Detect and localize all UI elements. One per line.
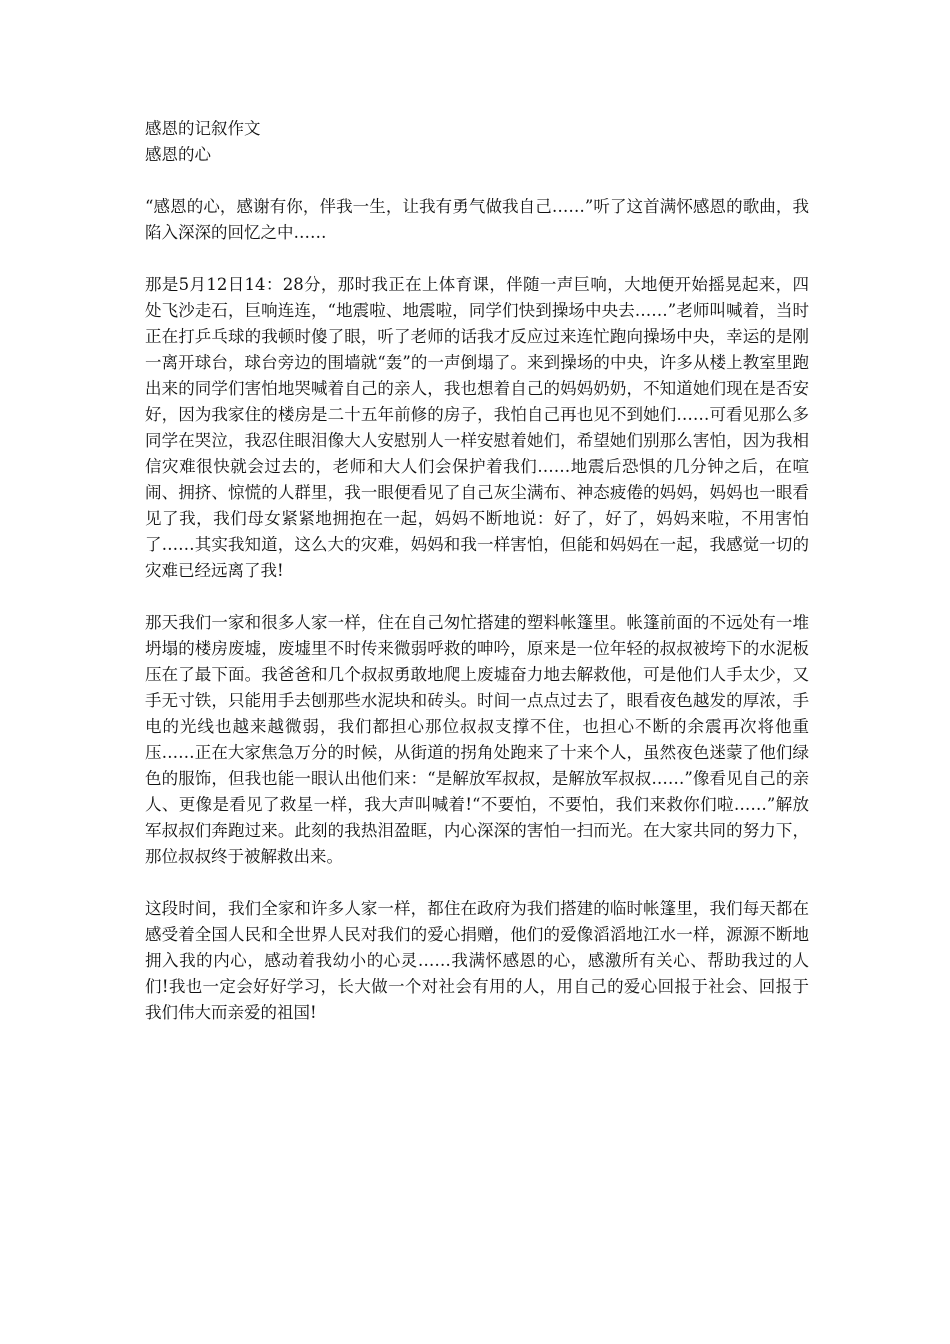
paragraph-2: 那是5月12日14：28分，那时我正在上体育课，伴随一声巨响，大地便开始摇晃起来，四处飞沙走石，巨响连连，“地震啦、地震啦，同学们快到操场中央去……”老师叫喊着，当时正在打乒乓球的我顿时傻了眼，听了老师的话我才反应过来连忙跑向操场中央，幸运的是刚一离开球台，球台旁边的围墙就“轰”的一声倒塌了。来到操场的中央，许多从楼上教室里跑出来的同学们害怕地哭喊着自己的亲人，我也想着自己的妈妈奶奶，不知道她们现在是否安好，因为我家住的楼房是二十五年前修的房子，我怕自己再也见不到她们……可看见那么多同学在哭泣，我忍住眼泪像大人安慰别人一样安慰着她们，希望她们别那么害怕，因为我相信灾难很快就会过去的，老师和大人们会保护着我们……地震后恐惧的几分钟之后，在喧闹、拥挤、惊慌的人群里，我一眼便看见了自己灰尘满布、神态疲倦的妈妈，妈妈也一眼看见了我，我们母女紧紧地拥抱在一起，妈妈不断地说：好了，好了，妈妈来啦，不用害怕了……其实我知道，这么大的灾难，妈妈和我一样害怕，但能和妈妈在一起，我感觉一切的灾难已经远离了我! [145,275,809,580]
document-body [145,116,809,1026]
document-title: 感恩的记叙作文 [145,119,261,138]
paragraph-3: 那天我们一家和很多人家一样，住在自己匆忙搭建的塑料帐篷里。帐篷前面的不远处有一堆坍塌的楼房废墟，废墟里不时传来微弱呼救的呻吟，原来是一位年轻的叔叔被垮下的水泥板压在了最下面。我爸爸和几个叔叔勇敢地爬上废墟奋力地去解救他，可是他们人手太少，又手无寸铁，只能用手去刨那些水泥块和砖头。时间一点点过去了，眼看夜色越发的厚浓，手电的光线也越来越微弱，我们都担心那位叔叔支撑不住，也担心不断的余震再次将他重压……正在大家焦急万分的时候，从街道的拐角处跑来了十来个人，虽然夜色迷蒙了他们绿色的服饰，但我也能一眼认出他们来：“是解放军叔叔，是解放军叔叔……”像看见自己的亲人、更像是看见了救星一样，我大声叫喊着!“不要怕，不要怕，我们来救你们啦……”解放军叔叔们奔跑过来。此刻的我热泪盈眶，内心深深的害怕一扫而光。在大家共同的努力下，那位叔叔终于被解救出来。 [145,613,809,866]
spacer [145,870,809,896]
paragraph-4: 这段时间，我们全家和许多人家一样，都住在政府为我们搭建的临时帐篷里，我们每天都在感受着全国人民和全世界人民对我们的爱心捐赠，他们的爱像滔滔地江水一样，源源不断地拥入我的内心，感动着我幼小的心灵……我满怀感恩的心，感激所有关心、帮助我过的人们!我也一定会好好学习，长大做一个对社会有用的人，用自己的爱心回报于社会、回报于我们伟大而亲爱的祖国! [145,899,809,1022]
spacer [145,246,809,272]
spacer [145,168,809,194]
paragraph-1: “感恩的心，感谢有你，伴我一生，让我有勇气做我自己……”听了这首满怀感恩的歌曲，我陷入深深的回忆之中…… [145,197,809,242]
document-subtitle: 感恩的心 [145,145,211,164]
spacer [145,584,809,610]
